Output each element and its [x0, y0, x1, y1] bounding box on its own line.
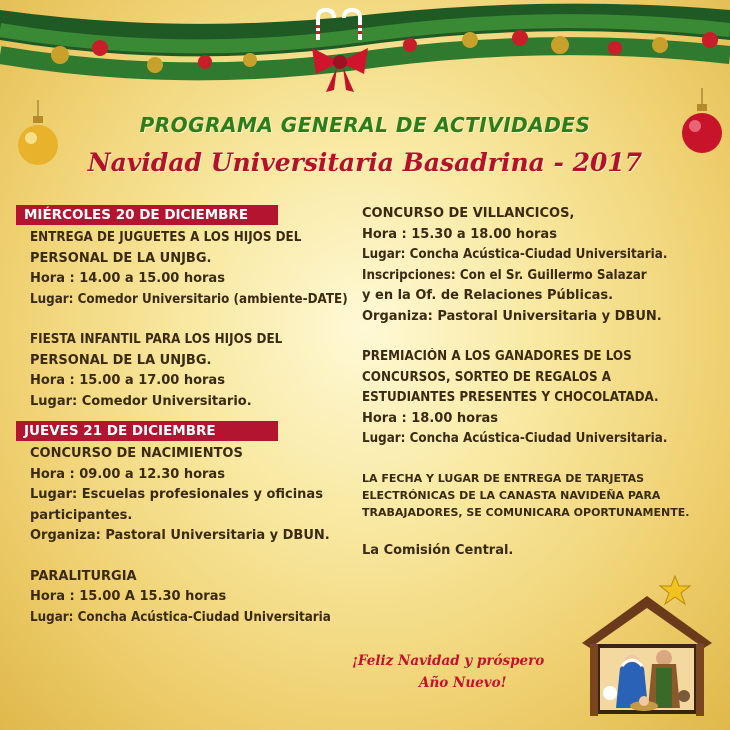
event-title-line: PARALITURGIA — [30, 568, 137, 584]
event-registration: y en la Of. de Relaciones Públicas. — [362, 288, 614, 303]
christmas-garland-decoration — [0, 0, 730, 95]
notice-line: ELECTRÓNICAS DE LA CANASTA NAVIDEÑA PARA — [362, 488, 661, 502]
page-subtitle: Navidad Universitaria Basadrina - 2017 — [87, 148, 643, 177]
event-title-line: PERSONAL DE LA UNJBG. — [30, 250, 212, 266]
event-location: Lugar: Comedor Universitario. — [30, 393, 252, 409]
greeting-line: ¡Feliz Navidad y próspero — [352, 653, 545, 669]
event-title-line: ENTREGA DE JUGUETES A LOS HIJOS DEL — [30, 230, 302, 245]
event-time: Hora : 15.30 a 18.00 horas — [362, 226, 557, 242]
event-location: participantes. — [30, 507, 133, 523]
event-registration: Inscripciones: Con el Sr. Guillermo Salazar — [362, 267, 647, 283]
event-organizer: Organiza: Pastoral Universitaria y DBUN. — [362, 308, 662, 324]
event-title-line: CONCURSOS, SORTEO DE REGALOS A — [362, 369, 611, 385]
event-time: Hora : 15.00 A 15.30 horas — [30, 589, 227, 604]
event-title-line: CONCURSO DE NACIMIENTOS — [30, 446, 243, 461]
event-title-line: FIESTA INFANTIL PARA LOS HIJOS DEL — [30, 332, 283, 347]
event-location: Lugar: Concha Acústica-Ciudad Universitaria. — [362, 247, 668, 262]
event-location: Lugar: Concha Acústica-Ciudad Universitaria. — [362, 431, 668, 446]
event-title-line: PERSONAL DE LA UNJBG. — [30, 352, 212, 368]
right-column — [362, 204, 724, 561]
notice-line: TRABAJADORES, SE COMUNICARA OPORTUNAMENTE. — [362, 505, 690, 519]
event-title-line: ESTUDIANTES PRESENTES Y CHOCOLATADA. — [362, 390, 659, 405]
event-location: Lugar: Escuelas profesionales y oficinas — [30, 487, 323, 502]
notice-line: LA FECHA Y LUGAR DE ENTREGA DE TARJETAS — [362, 471, 645, 485]
nativity-scene-icon — [572, 568, 722, 718]
event-title-line: PREMIACIÓN A LOS GANADORES DE LOS — [362, 349, 632, 364]
day-label-wednesday: MIÉRCOLES 20 DE DICIEMBRE — [16, 205, 278, 225]
event-location: Lugar: Comedor Universitario (ambiente-DATE) — [30, 291, 348, 307]
event-time: Hora : 09.00 a 12.30 horas — [30, 466, 225, 482]
signature: La Comisión Central. — [362, 542, 514, 558]
event-title-line: CONCURSO DE VILLANCICOS, — [362, 206, 575, 221]
event-time: Hora : 18.00 horas — [362, 410, 498, 426]
greeting-line: Año Nuevo! — [419, 675, 507, 691]
event-location: Lugar: Concha Acústica-Ciudad Universitaria — [30, 609, 331, 625]
greeting — [352, 650, 572, 694]
day-label-thursday: JUEVES 21 DE DICIEMBRE — [16, 421, 278, 441]
left-column — [24, 204, 360, 628]
event-time: Hora : 15.00 a 17.00 horas — [30, 373, 225, 388]
event-time: Hora : 14.00 a 15.00 horas — [30, 271, 225, 286]
event-organizer: Organiza: Pastoral Universitaria y DBUN. — [30, 528, 330, 543]
page-title: PROGRAMA GENERAL DE ACTIVIDADES — [139, 113, 591, 137]
